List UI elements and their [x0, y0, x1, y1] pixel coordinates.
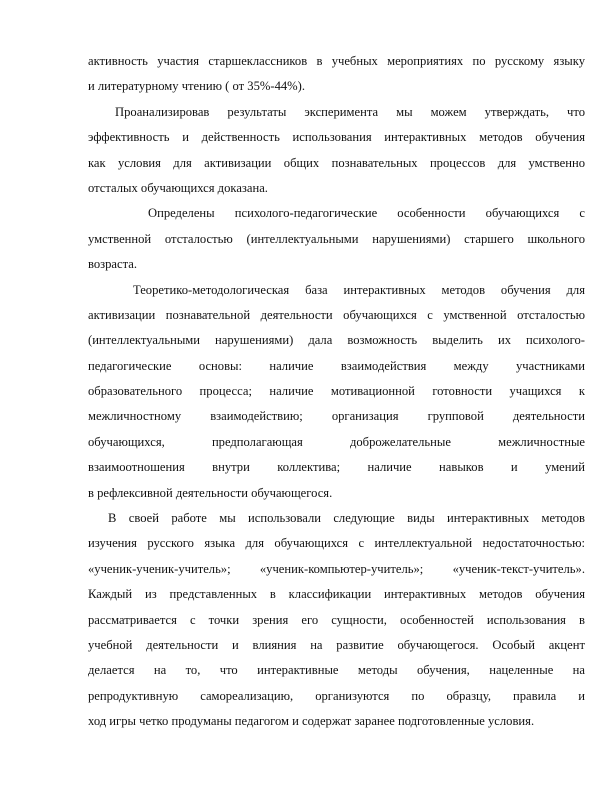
text-line: активность участия старшеклассников в учебных мероприятиях по русскому языку [88, 54, 585, 68]
text-line: образовательного процесса; наличие мотивационной готовности учащихся к [88, 384, 585, 399]
text-line: ход игры четко продуманы педагогом и содержат заранее подготовленные условия. [88, 714, 535, 729]
text-line: в рефлексивной деятельности обучающегося. [88, 485, 333, 500]
text-line: репродуктивную самореализацию, организуются по образцу, правила и [88, 688, 585, 703]
text-line: умственной отсталостью (интеллектуальными нарушениями) старшего школьного [88, 231, 585, 246]
text-line: и литературному чтению ( от 35%-44%). [88, 79, 306, 94]
paragraph [88, 201, 585, 277]
text-line: межличностному взаимодействию; организация групповой деятельности [88, 409, 585, 424]
text-line: Теоретико-методологическая база интерактивных методов обучения для [133, 282, 585, 297]
text-line: как условия для активизации общих познавательных процессов для умственно [88, 155, 585, 170]
text-line: В своей работе мы использовали следующие виды интерактивных методов [108, 511, 585, 526]
text-line: эффективность и действенность использования интерактивных методов обучения [88, 130, 585, 145]
text-line: изучения русского языка для обучающихся с интеллектуальной недостаточностью: [88, 536, 585, 551]
text-line: рассматривается с точки зрения его сущности, особенностей использования в [88, 612, 585, 627]
text-line: активизации познавательной деятельности обучающихся с умственной отсталостью [88, 307, 585, 322]
text-line: возраста. [88, 257, 138, 272]
paragraph [88, 278, 585, 507]
text-line: Проанализировав результаты эксперимента мы можем утверждать, что [115, 104, 585, 119]
text-line: взаимоотношения внутри коллектива; наличие навыков и умений [88, 460, 585, 475]
text-line: Каждый из представленных в классификации интерактивных методов обучения [88, 587, 585, 602]
text-line: отсталых обучающихся доказана. [88, 180, 268, 195]
text-line: (интеллектуальными нарушениями) дала возможность выделить их психолого- [88, 333, 585, 348]
paragraph [88, 100, 585, 202]
paragraph [88, 49, 585, 100]
text-line: обучающихся, предполагающая доброжелательные межличностные [88, 434, 585, 449]
document-body [88, 49, 585, 735]
text-line: педагогические основы: наличие взаимодействия между участниками [88, 358, 585, 373]
paragraph [88, 506, 585, 735]
text-line: Определены психолого-педагогические особенности обучающихся с [148, 206, 585, 221]
text-line: делается на то, что интерактивные методы обучения, нацеленные на [88, 663, 585, 678]
text-line: «ученик-ученик-учитель»; «ученик-компьютер-учитель»; «ученик-текст-учитель». [88, 561, 585, 576]
text-line: учебной деятельности и влияния на развитие обучающегося. Особый акцент [88, 637, 585, 652]
